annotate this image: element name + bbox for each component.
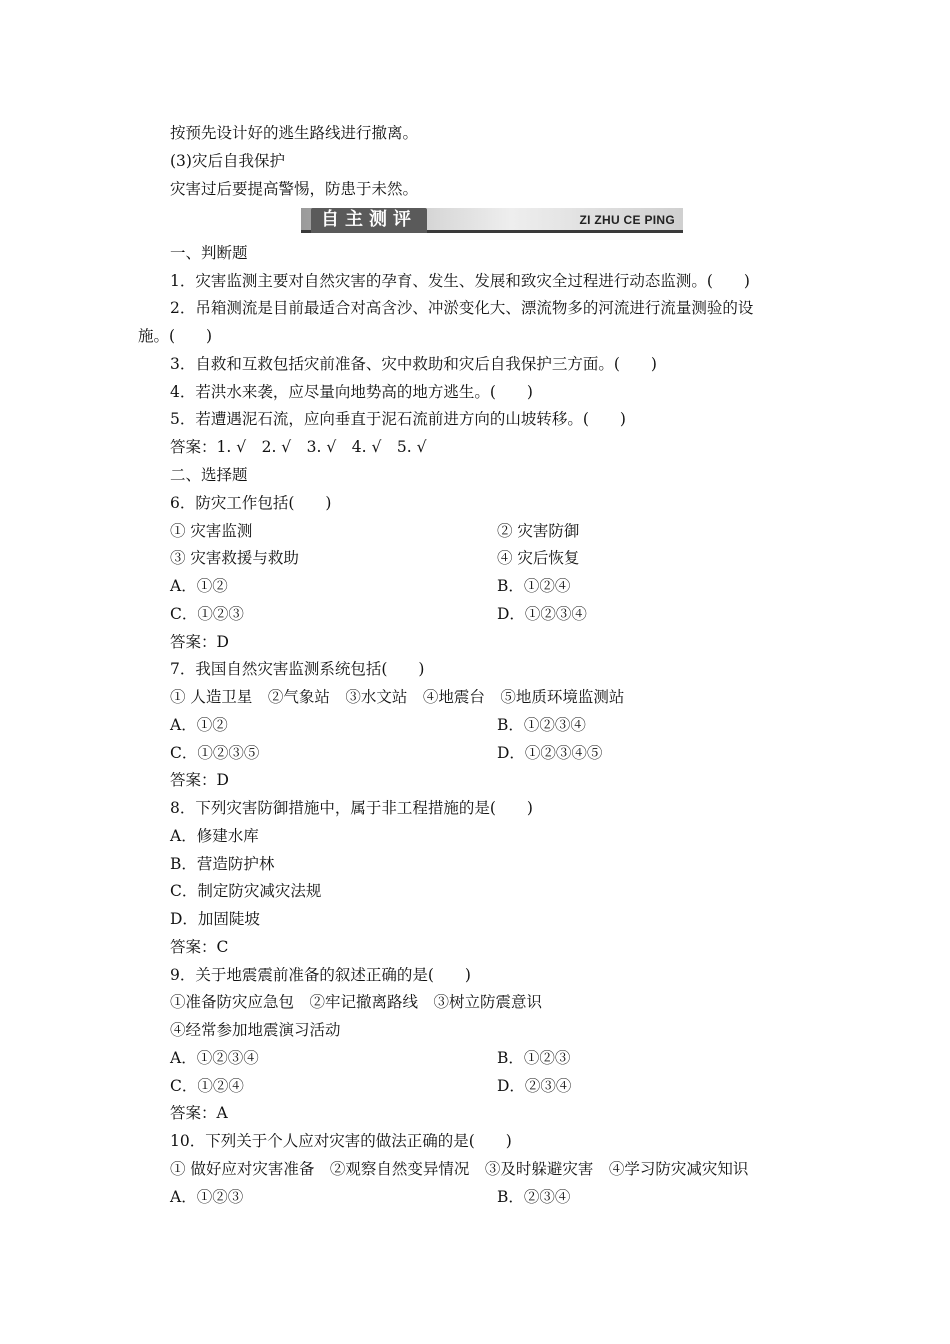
question-9-stem: 9．关于地震震前准备的叙述正确的是( ) — [170, 966, 471, 984]
banner-subtitle: ZI ZHU CE PING — [579, 213, 675, 227]
question-10-option-b: B．②③④ — [497, 1188, 571, 1206]
question-3: 3．自救和互救包括灾前准备、灾中救助和灾后自我保护三方面。( ) — [170, 355, 657, 373]
question-10-items: ① 做好应对灾害准备 ②观察自然变异情况 ③及时躲避灾害 ④学习防灾减灾知识 — [170, 1160, 749, 1178]
question-7-option-a: A．①② — [170, 716, 228, 734]
question-9-option-d: D．②③④ — [497, 1077, 572, 1095]
question-5: 5．若遭遇泥石流，应向垂直于泥石流前进方向的山坡转移。( ) — [170, 410, 626, 428]
section-1-heading: 一、判断题 — [170, 244, 248, 262]
question-6-option-c: C．①②③ — [170, 605, 244, 623]
question-6-option-b: B．①②④ — [497, 577, 571, 595]
question-9-option-b: B．①②③ — [497, 1049, 571, 1067]
question-1: 1．灾害监测主要对自然灾害的孕育、发生、发展和致灾全过程进行动态监测。( ) — [170, 272, 750, 290]
question-10-option-a: A．①②③ — [170, 1188, 244, 1206]
question-2-line-1: 2．吊箱测流是目前最适合对高含沙、冲淤变化大、漂流物多的河流进行流量测验的设 — [170, 299, 754, 317]
question-10-stem: 10．下列关于个人应对灾害的做法正确的是( ) — [170, 1132, 512, 1150]
question-7-option-c: C．①②③⑤ — [170, 744, 260, 762]
question-7-answer: 答案：D — [170, 771, 229, 789]
question-9-option-a: A．①②③④ — [170, 1049, 259, 1067]
banner-title: 自主测评 — [321, 209, 417, 230]
question-7-option-b: B．①②③④ — [497, 716, 586, 734]
banner-title-box — [311, 208, 427, 233]
question-6-item-1: ① 灾害监测 — [170, 522, 253, 540]
section-1-answer: 答案：1. √ 2. √ 3. √ 4. √ 5. √ — [170, 438, 427, 456]
question-8-answer: 答案：C — [170, 938, 229, 956]
question-6-answer: 答案：D — [170, 633, 229, 651]
question-4: 4．若洪水来袭，应尽量向地势高的地方逃生。( ) — [170, 383, 533, 401]
question-6-stem: 6．防灾工作包括( ) — [170, 494, 332, 512]
question-9-items-1: ①准备防灾应急包 ②牢记撤离路线 ③树立防震意识 — [170, 993, 543, 1011]
question-7-items: ① 人造卫星 ②气象站 ③水文站 ④地震台 ⑤地质环境监测站 — [170, 688, 625, 706]
question-6-option-d: D．①②③④ — [497, 605, 587, 623]
section-2-heading: 二、选择题 — [170, 466, 248, 484]
question-8-option-a: A．修建水库 — [170, 827, 259, 845]
intro-line-2: (3)灾后自我保护 — [170, 152, 285, 170]
question-8-option-b: B．营造防护林 — [170, 855, 275, 873]
intro-line-1: 按预先设计好的逃生路线进行撤离。 — [170, 124, 419, 142]
question-6-option-a: A．①② — [170, 577, 228, 595]
section-banner — [301, 208, 683, 233]
question-7-option-d: D．①②③④⑤ — [497, 744, 603, 762]
question-8-option-c: C．制定防灾减灾法规 — [170, 882, 322, 900]
question-6-item-2: ② 灾害防御 — [497, 522, 580, 540]
question-6-item-3: ③ 灾害救援与救助 — [170, 549, 299, 567]
question-6-item-4: ④ 灾后恢复 — [497, 549, 580, 567]
question-9-answer: 答案：A — [170, 1104, 228, 1122]
question-8-option-d: D．加固陡坡 — [170, 910, 260, 928]
intro-line-3: 灾害过后要提高警惕，防患于未然。 — [170, 180, 419, 198]
question-7-stem: 7．我国自然灾害监测系统包括( ) — [170, 660, 425, 678]
question-2-line-2: 施。( ) — [138, 327, 213, 345]
question-9-items-2: ④经常参加地震演习活动 — [170, 1021, 341, 1039]
question-8-stem: 8．下列灾害防御措施中，属于非工程措施的是( ) — [170, 799, 533, 817]
question-9-option-c: C．①②④ — [170, 1077, 244, 1095]
